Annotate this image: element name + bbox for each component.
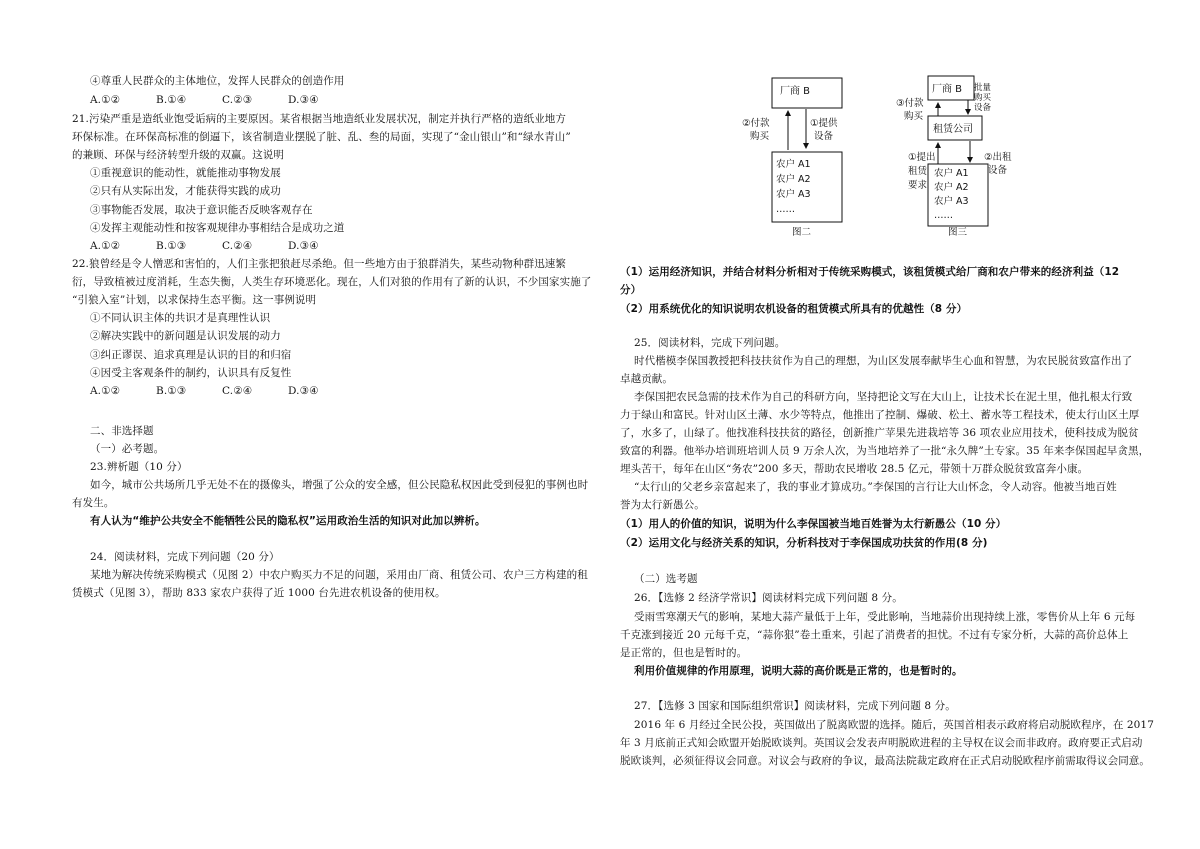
right-column: [600, 0, 1200, 849]
q25-material-line: 誉为太行新愚公。: [620, 499, 705, 511]
q20-option-4: ④尊重人民群众的主体地位，发挥人民群众的创造作用: [90, 75, 345, 87]
q25-material-line: 了，水多了，山绿了。他找准科技扶贫的路径，创新推广苹果先进栽培等 36 项农业应用技术，使科技成为脱贫: [620, 427, 1139, 439]
choice-d: D.③④: [288, 240, 319, 252]
fig2-vendor-label: 厂商 B: [780, 86, 811, 97]
q21-option: ②只有从实际出发，才能获得实践的成功: [90, 185, 281, 197]
q25-material-line: 埋头苦干，每年在山区“务农”200 多天，帮助农民增收 28.5 亿元，带领十万群众脱贫致富奔小康。: [620, 463, 1089, 475]
q21-stem-line: 的兼顾、环保与经济转型升级的双赢。这说明: [72, 149, 284, 161]
q24-title: 24．阅读材料，完成下列问题（20 分）: [90, 551, 280, 563]
q25-subquestion-1: （1）用人的价值的知识，说明为什么李保国被当地百姓誉为太行新愚公（10 分）: [620, 518, 1007, 530]
choice-a: A.①②: [90, 385, 121, 397]
q22-choices: [90, 384, 354, 398]
q25-material-line: 时代楷模李保国教授把科技扶贫作为自己的理想，为山区发展奉献毕生心血和智慧，为农民脱贫致富作出了: [634, 355, 1133, 367]
fig3-farmer-item: 农户 A2: [934, 182, 969, 193]
q23-title: 23.辨析题（10 分）: [90, 461, 188, 473]
q22-option: ②解决实践中的新问题是认识发展的动力: [90, 330, 281, 342]
q27-material-line: 2016 年 6 月经过全民公投，英国做出了脱离欧盟的选择。随后，英国首相表示政府将启动脱欧程序，在 2017: [634, 719, 1154, 731]
elective-heading: （二）选考题: [634, 573, 698, 585]
fig2-farmer-item: 农户 A1: [776, 159, 811, 170]
q21-option: ①重视意识的能动性，就能推动事物发展: [90, 167, 281, 179]
q25-material-line: 李保国把农民急需的技术作为自己的科研方向，坚持把论文写在大山上，让技术长在泥土里，他扎根太行致: [634, 391, 1133, 403]
section-heading: 二、非选择题: [90, 425, 154, 437]
q25-title: 25．阅读材料，完成下列问题。: [634, 337, 786, 349]
choice-b: B.①③: [156, 385, 187, 397]
q25-subquestion-2: （2）运用文化与经济关系的知识，分析科技对于李保国成功扶贫的作用(8 分): [620, 537, 988, 549]
q21-stem-line: 21.污染严重是造纸业饱受诟病的主要原因。某省根据当地造纸业发展状况，制定并执行严格的造纸业地方: [72, 113, 566, 125]
q23-material-line: 如今，城市公共场所几乎无处不在的摄像头，增强了公众的安全感，但公民隐私权因此受到侵犯的事例也时: [90, 479, 589, 491]
choice-d: D.③④: [288, 94, 319, 106]
fig2-provide-label: ①提供: [810, 118, 838, 129]
q20-choices: [90, 93, 354, 107]
q21-option: ④发挥主观能动性和按客观规律办事相结合是成功之道: [90, 222, 345, 234]
q27-material-line: 脱欧谈判，必须征得议会同意。对议会与政府的争议，最高法院裁定政府在正式启动脱欧程序前需取得议会同意。: [620, 755, 1150, 767]
q22-option: ④因受主客观条件的制约，认识具有反复性: [90, 367, 292, 379]
q27-material-line: 年 3 月底前正式知会欧盟开始脱欧谈判。英国议会发表声明脱欧进程的主导权在议会而非政府。政府要正式启动: [620, 737, 1143, 749]
q24-material-line: 赁模式（见图 3），帮助 833 家农户获得了近 1000 台先进农机设备的使用权。: [72, 587, 446, 599]
fig3-bulk-label: 购买: [974, 93, 992, 103]
fig3-vendor-label: 厂商 B: [932, 84, 963, 95]
fig2-pay-label: ②付款: [742, 118, 770, 129]
q22-option: ③纠正谬误、追求真理是认识的目的和归宿: [90, 349, 292, 361]
choice-c: C.②④: [222, 240, 253, 252]
choice-b: B.①④: [156, 94, 187, 106]
fig2-farmer-item: 农户 A2: [776, 174, 811, 185]
q23-material-line: 有发生。: [72, 497, 115, 509]
q25-material-line: “太行山的父老乡亲富起来了，我的事业才算成功。”李保国的言行让大山怀念，令人动容。他被当地百姓: [634, 481, 1117, 493]
fig3-farmer-item: 农户 A3: [934, 196, 969, 207]
fig3-rent-label: 设备: [988, 165, 1008, 176]
fig2-provide-label: 设备: [814, 131, 834, 142]
q22-stem-line: 22.狼曾经是令人憎恶和害怕的，人们主张把狼赶尽杀绝。但一些地方由于狼群消失，某些动物种群迅速繁: [72, 258, 566, 270]
q24-subquestion-1: 分）: [620, 284, 642, 296]
fig3-rent-label: ②出租: [984, 152, 1012, 163]
q24-subquestion-2: （2）用系统优化的知识说明农机设备的租赁模式所具有的优越性（8 分）: [620, 303, 968, 315]
q26-material-line: 是正常的，但也是暂时的。: [620, 647, 748, 659]
q22-stem-line: 衍，导致植被过度消耗，生态失衡，人类生存环境恶化。现在，人们对狼的作用有了新的认识，不少国家实施了: [72, 276, 592, 288]
q25-material-line: 力于绿山和富民。针对山区土薄、水少等特点，他推出了控制、爆破、松土、蓄水等工程技术，使太行山区土厚: [620, 409, 1140, 421]
fig3-request-label: ①提出: [908, 152, 936, 163]
fig2-farmer-item: ……: [776, 204, 795, 215]
q23-task: 有人认为“维护公共安全不能牺牲公民的隐私权”运用政治生活的知识对此加以辨析。: [90, 515, 486, 527]
choice-c: C.②④: [222, 385, 253, 397]
fig2-caption: 图二: [792, 227, 812, 238]
q27-title: 27．【选修 3 国家和国际组织常识】阅读材料，完成下列问题 8 分。: [634, 700, 956, 712]
q26-material-line: 千克涨到接近 20 元每千克，“蒜你狠”卷土重来，引起了消费者的担忧。不过有专家分析，大蒜的高价总体上: [620, 629, 1129, 641]
q21-option: ③事物能否发展，取决于意识能否反映客观存在: [90, 204, 313, 216]
fig3-bulk-label: 设备: [974, 103, 992, 113]
q26-title: 26．【选修 2 经济学常识】阅读材料完成下列问题 8 分。: [634, 592, 903, 604]
fig3-bulk-label: 批量: [974, 83, 992, 93]
fig2-pay-label: 购买: [750, 131, 770, 142]
q26-task: 利用价值规律的作用原理，说明大蒜的高价既是正常的，也是暂时的。: [634, 665, 963, 677]
choice-a: A.①②: [90, 240, 121, 252]
q22-option: ①不同认识主体的共识才是真理性认识: [90, 312, 271, 324]
q22-stem-line: “引狼入室”计划，以求保持生态平衡。这一事例说明: [72, 294, 317, 306]
choice-c: C.②③: [222, 94, 253, 106]
fig2-farmer-item: 农户 A3: [776, 189, 811, 200]
q25-material-line: 致富的利器。他举办培训班培训人员 9 万余人次，为当地培养了一批“永久牌”土专家。35 年来李保国起早贪黑，: [620, 445, 1150, 457]
q26-material-line: 受雨雪寒潮天气的影响，某地大蒜产量低于上年，受此影响，当地蒜价出现持续上涨，零售价从上年 6 元每: [634, 611, 1136, 623]
fig3-request-label: 要求: [908, 180, 928, 191]
q24-subquestion-1: （1）运用经济知识，并结合材料分析相对于传统采购模式，该租赁模式给厂商和农户带来的经济利益（12: [620, 266, 1120, 278]
fig3-caption: 图三: [948, 227, 968, 238]
q25-material-line: 卓越贡献。: [620, 373, 673, 385]
fig3-request-label: 租赁: [908, 166, 928, 177]
q24-material-line: 某地为解决传统采购模式（见图 2）中农户购买力不足的问题，采用由厂商、租赁公司、农户三方构建的租: [90, 569, 588, 581]
fig3-pay-label: ③付款: [896, 98, 924, 109]
subsection-heading: （一）必考题。: [90, 443, 165, 455]
q21-stem-line: 环保标准。在环保高标准的倒逼下，该省制造业摆脱了脏、乱、叁的局面，实现了“金山银山”和“绿水青山”: [72, 131, 571, 143]
fig3-pay-label: 购买: [904, 111, 924, 122]
choice-d: D.③④: [288, 385, 319, 397]
fig3-leasing-label: 租赁公司: [933, 124, 973, 135]
choice-a: A.①②: [90, 94, 121, 106]
fig3-farmer-item: 农户 A1: [934, 168, 969, 179]
q21-choices: [90, 239, 354, 253]
choice-b: B.①③: [156, 240, 187, 252]
fig3-farmer-item: ……: [934, 210, 953, 221]
